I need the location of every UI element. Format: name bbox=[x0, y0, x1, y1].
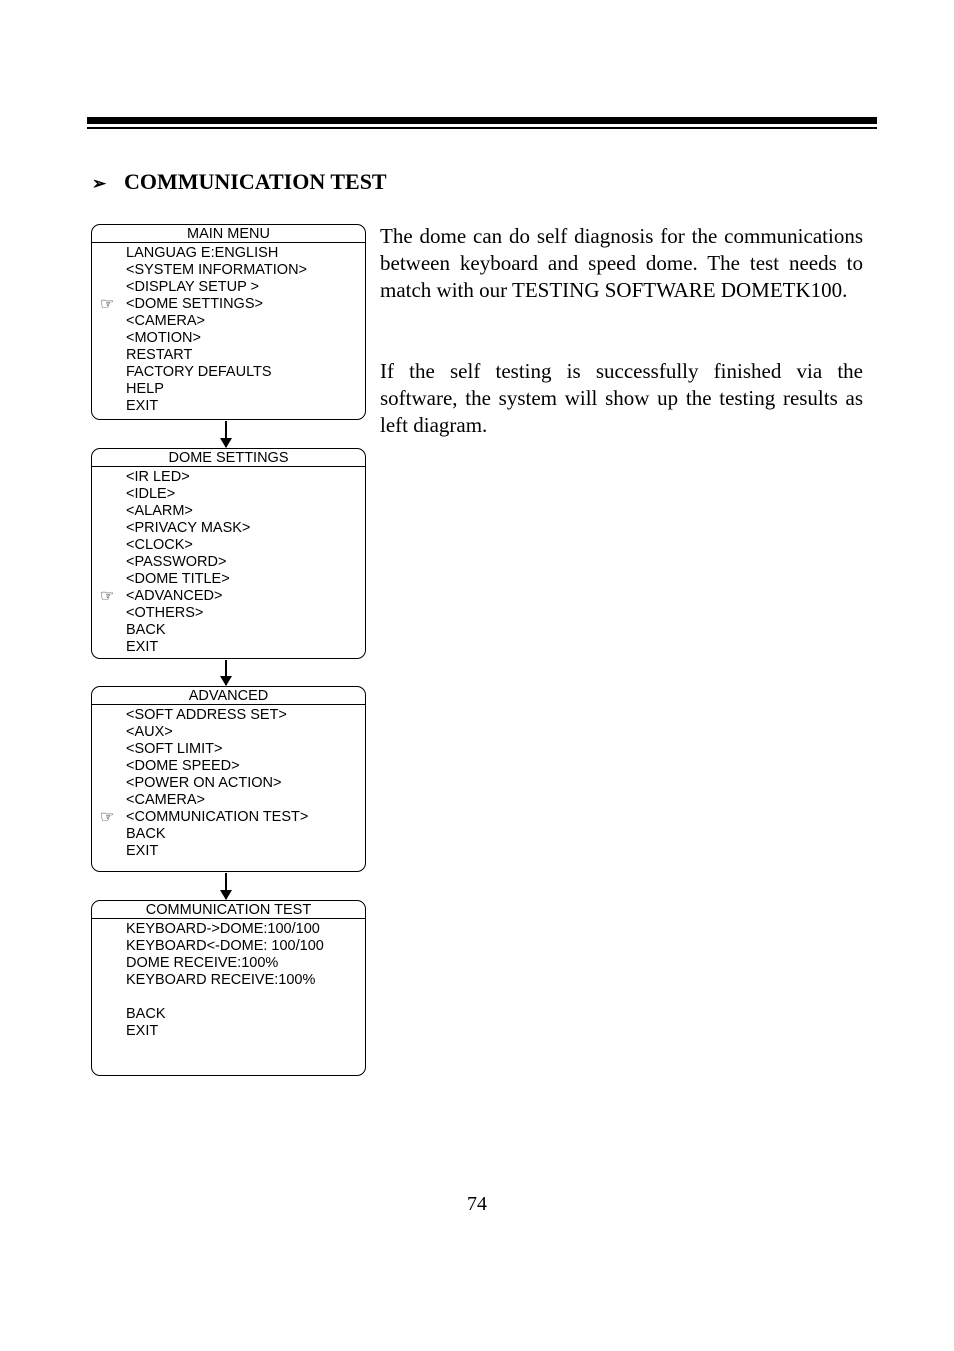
menu-item bbox=[92, 279, 365, 296]
menu-item-label: <OTHERS> bbox=[126, 605, 204, 621]
down-arrow-icon bbox=[225, 421, 227, 447]
menu-item-label: <SOFT ADDRESS SET> bbox=[126, 707, 287, 723]
menu-item bbox=[92, 330, 365, 347]
arrow-bullet-icon: ➢ bbox=[92, 174, 107, 193]
menu-item-label: <SYSTEM INFORMATION> bbox=[126, 262, 308, 278]
dome-settings-menu-box bbox=[91, 448, 366, 659]
menu-item bbox=[92, 520, 365, 537]
menu-item bbox=[92, 921, 365, 938]
header-rule-thick bbox=[87, 117, 877, 124]
menu-item-label: <IDLE> bbox=[126, 486, 176, 502]
paragraph-results: If the self testing is successfully finished via the software, the system will show up the testing results as left diagram. bbox=[380, 359, 863, 437]
menu-item-label: KEYBOARD<-DOME: 100/100 bbox=[126, 938, 324, 954]
menu-title: ADVANCED bbox=[92, 687, 365, 705]
menu-item bbox=[92, 262, 365, 279]
menu-item bbox=[92, 972, 365, 989]
menu-item bbox=[92, 792, 365, 809]
menu-item bbox=[92, 381, 365, 398]
down-arrow-icon bbox=[225, 660, 227, 685]
menu-item bbox=[92, 571, 365, 588]
section-heading bbox=[92, 169, 387, 195]
menu-item bbox=[92, 775, 365, 792]
menu-item-label: EXIT bbox=[126, 843, 159, 859]
menu-item-label: <MOTION> bbox=[126, 330, 201, 346]
menu-item-label: KEYBOARD->DOME:100/100 bbox=[126, 921, 320, 937]
menu-item-label: <CAMERA> bbox=[126, 792, 205, 808]
menu-item-label: EXIT bbox=[126, 398, 159, 414]
menu-title: COMMUNICATION TEST bbox=[92, 901, 365, 919]
menu-item-label: <CAMERA> bbox=[126, 313, 205, 329]
menu-item bbox=[92, 707, 365, 724]
menu-item bbox=[92, 486, 365, 503]
menu-item-label: <SOFT LIMIT> bbox=[126, 741, 223, 757]
menu-item-label: BACK bbox=[126, 1006, 166, 1022]
menu-item-label: KEYBOARD RECEIVE:100% bbox=[126, 972, 316, 988]
menu-item-label: <AUX> bbox=[126, 724, 173, 740]
pointing-hand-icon: ☞ bbox=[100, 588, 115, 605]
menu-title: MAIN MENU bbox=[92, 225, 365, 243]
section-title: COMMUNICATION TEST bbox=[124, 169, 387, 194]
menu-title: DOME SETTINGS bbox=[92, 449, 365, 467]
main-menu-box bbox=[91, 224, 366, 420]
advanced-menu-box bbox=[91, 686, 366, 872]
menu-item bbox=[92, 537, 365, 554]
menu-item-label: <POWER ON ACTION> bbox=[126, 775, 282, 791]
menu-item-label: <DISPLAY SETUP > bbox=[126, 279, 259, 295]
menu-item-label: <IR LED> bbox=[126, 469, 190, 485]
menu-item bbox=[92, 809, 365, 826]
menu-item bbox=[92, 347, 365, 364]
menu-item bbox=[92, 741, 365, 758]
menu-item-label: <ALARM> bbox=[126, 503, 193, 519]
menu-item bbox=[92, 364, 365, 381]
menu-item bbox=[92, 605, 365, 622]
menu-item bbox=[92, 938, 365, 955]
menu-item bbox=[92, 469, 365, 486]
communication-test-menu-box bbox=[91, 900, 366, 1076]
menu-item-label: <DOME SPEED> bbox=[126, 758, 240, 774]
menu-item-label: RESTART bbox=[126, 347, 193, 363]
menu-item-label: EXIT bbox=[126, 639, 159, 655]
menu-item bbox=[92, 398, 365, 415]
menu-item-label: LANGUAG E:ENGLISH bbox=[126, 245, 279, 261]
pointing-hand-icon: ☞ bbox=[100, 296, 115, 313]
menu-item-label: <ADVANCED> bbox=[126, 588, 223, 604]
menu-item bbox=[92, 1023, 365, 1040]
menu-item bbox=[92, 245, 365, 262]
down-arrow-icon bbox=[225, 873, 227, 899]
menu-item bbox=[92, 313, 365, 330]
page-number: 74 bbox=[467, 1193, 487, 1215]
menu-item-label: FACTORY DEFAULTS bbox=[126, 364, 272, 380]
menu-item bbox=[92, 622, 365, 639]
menu-item bbox=[92, 296, 365, 313]
menu-item bbox=[92, 724, 365, 741]
paragraph-description: The dome can do self diagnosis for the communications between keyboard and speed dome. The test needs to match with our TESTING SOFTWARE DOMETK100. bbox=[380, 224, 863, 302]
menu-item bbox=[92, 639, 365, 656]
menu-item-label: BACK bbox=[126, 826, 166, 842]
menu-item-label: BACK bbox=[126, 622, 166, 638]
menu-item bbox=[92, 554, 365, 571]
menu-item bbox=[92, 843, 365, 860]
menu-item bbox=[92, 826, 365, 843]
menu-item-label: <PRIVACY MASK> bbox=[126, 520, 251, 536]
menu-item bbox=[92, 758, 365, 775]
menu-item-label: EXIT bbox=[126, 1023, 159, 1039]
menu-item-label: <DOME TITLE> bbox=[126, 571, 230, 587]
pointing-hand-icon: ☞ bbox=[100, 809, 115, 826]
menu-item bbox=[92, 1006, 365, 1023]
menu-item-label: <DOME SETTINGS> bbox=[126, 296, 263, 312]
menu-item bbox=[92, 588, 365, 605]
menu-item bbox=[92, 955, 365, 972]
menu-item-label: <CLOCK> bbox=[126, 537, 193, 553]
header-rule-thin bbox=[87, 127, 877, 129]
menu-item-label: HELP bbox=[126, 381, 164, 397]
menu-item-label: <PASSWORD> bbox=[126, 554, 227, 570]
menu-item bbox=[92, 503, 365, 520]
menu-item bbox=[92, 989, 365, 1006]
menu-item-label: <COMMUNICATION TEST> bbox=[126, 809, 309, 825]
menu-item-label: DOME RECEIVE:100% bbox=[126, 955, 279, 971]
